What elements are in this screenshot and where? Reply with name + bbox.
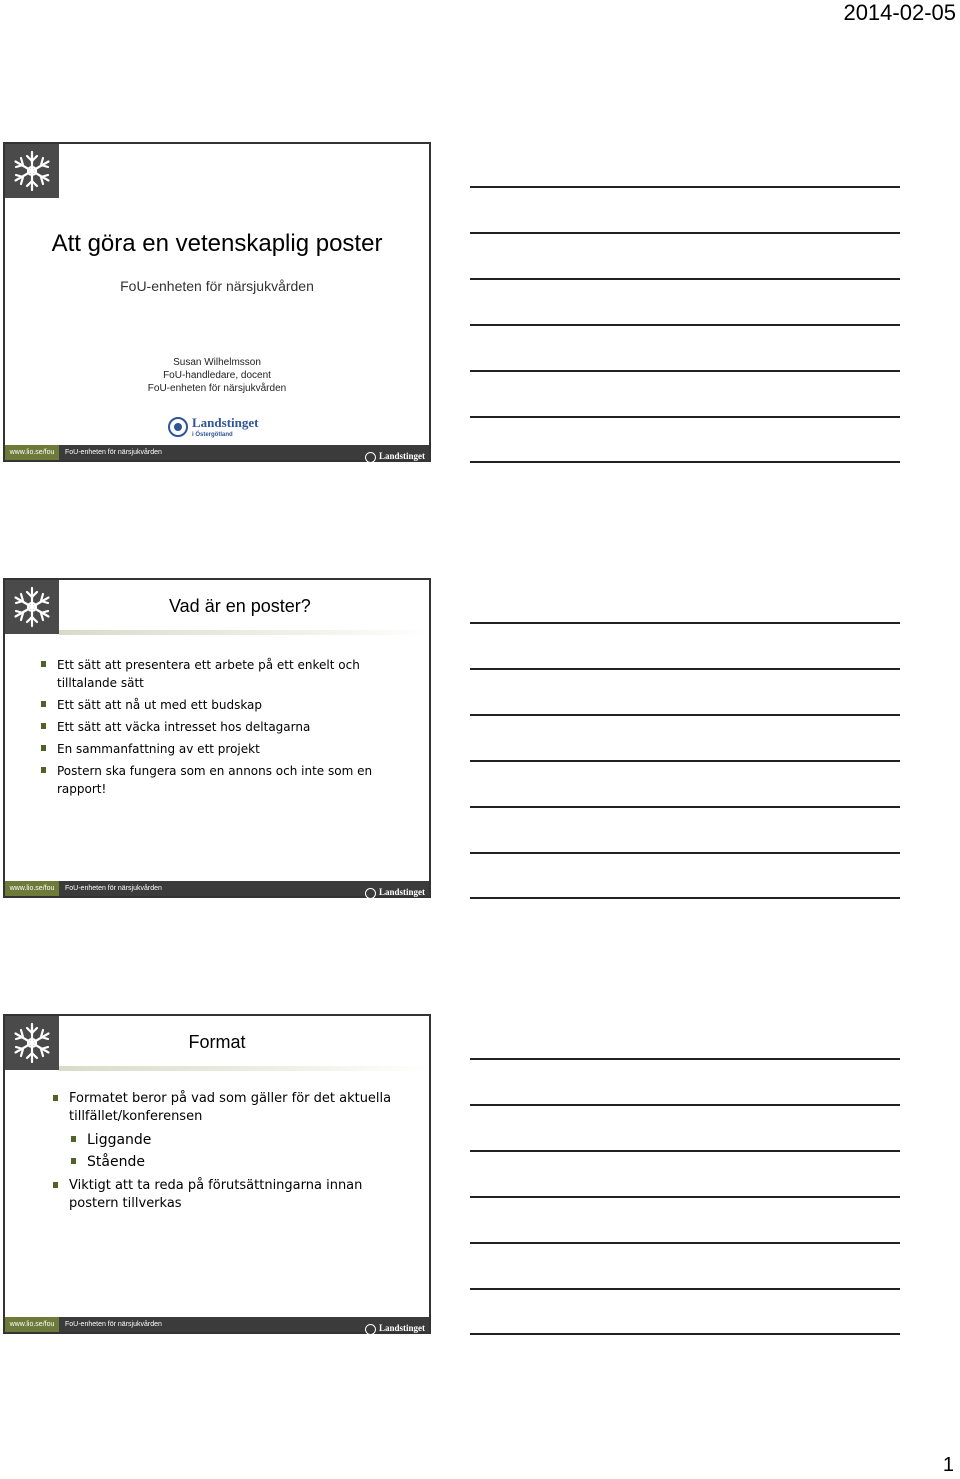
note-line [470, 461, 900, 463]
sub-list-item [71, 1129, 413, 1151]
slide-subtitle: FoU-enheten för närsjukvården [120, 278, 314, 294]
note-line [470, 370, 900, 372]
square-bullet-icon [71, 1136, 76, 1142]
note-line [470, 416, 900, 418]
footer-text: FoU-enheten för närsjukvården [65, 449, 162, 456]
organization-emblem-icon [168, 417, 188, 437]
note-line [470, 232, 900, 234]
sub-list-item-text: Liggande [87, 1132, 152, 1148]
footer-url: www.lio.se/fou [5, 445, 59, 460]
note-line [470, 622, 900, 624]
footer-brand [365, 446, 425, 468]
brand-emblem-icon [365, 1324, 376, 1335]
note-line [470, 324, 900, 326]
note-line [470, 1288, 900, 1290]
footer-url: www.lio.se/fou [5, 881, 59, 896]
note-line [470, 1150, 900, 1152]
bullet-list [53, 1090, 413, 1217]
list-item [41, 656, 411, 692]
square-bullet-icon [41, 661, 46, 667]
author-name: Susan Wilhelmsson [173, 357, 261, 368]
list-item-text: Ett sätt att nå ut med ett budskap [57, 698, 263, 712]
note-line [470, 1333, 900, 1335]
page-number: 1 [942, 1454, 954, 1476]
list-item [41, 740, 411, 758]
footer-brand-name: Landstinget [378, 451, 425, 461]
note-line [470, 1196, 900, 1198]
list-item-text: Formatet beror på vad som gäller för det aktuella tillfället/konferensen [69, 1091, 392, 1124]
square-bullet-icon [71, 1158, 76, 1164]
brand-emblem-icon [365, 888, 376, 899]
list-item [53, 1090, 413, 1173]
footer-brand-sub: i Östergötland [400, 1335, 425, 1340]
list-item [41, 696, 411, 714]
footer-brand-sub: i Östergötland [400, 463, 425, 468]
slide-2 [3, 578, 431, 904]
list-item-text: Ett sätt att väcka intresset hos deltagarna [57, 720, 311, 734]
footer-text: FoU-enheten för närsjukvården [65, 1321, 162, 1328]
author-unit: FoU-enheten för närsjukvården [147, 383, 287, 394]
bullet-list [41, 656, 411, 802]
list-item-text: Ett sätt att presentera ett arbete på ett enkelt och tilltalande sätt [57, 658, 360, 690]
slide-footer [5, 881, 429, 904]
square-bullet-icon [41, 701, 46, 707]
snowflake-logo-icon [5, 144, 59, 198]
header-band [59, 630, 429, 635]
organization-name: Landstinget [192, 415, 259, 430]
footer-brand [365, 1318, 425, 1340]
organization-region: i Östergötland [192, 432, 233, 438]
note-line [470, 806, 900, 808]
note-line [470, 1104, 900, 1106]
list-item [41, 762, 411, 798]
note-line [470, 668, 900, 670]
snowflake-logo-icon [5, 580, 59, 634]
square-bullet-icon [53, 1182, 58, 1188]
author-role: FoU-handledare, docent [163, 370, 271, 381]
sub-bullet-list [69, 1129, 413, 1173]
footer-brand-sub: i Östergötland [400, 899, 425, 904]
note-line [470, 1242, 900, 1244]
sub-list-item [71, 1151, 413, 1173]
slide-footer [5, 1317, 429, 1340]
brand-emblem-icon [365, 452, 376, 463]
note-line [470, 897, 900, 899]
footer-brand-name: Landstinget [378, 887, 425, 897]
note-line [470, 760, 900, 762]
slide-3 [3, 1014, 431, 1340]
list-item-text: En sammanfattning av ett projekt [57, 742, 260, 756]
note-line [470, 278, 900, 280]
list-item [41, 718, 411, 736]
list-item-text: Viktigt att ta reda på förutsättningarna innan postern tillverkas [69, 1178, 363, 1211]
sub-list-item-text: Stående [87, 1154, 145, 1170]
slide-title: Att göra en vetenskaplig poster [51, 230, 383, 257]
footer-brand-name: Landstinget [378, 1323, 425, 1333]
footer-brand [365, 882, 425, 904]
note-line [470, 1058, 900, 1060]
footer-text: FoU-enheten för närsjukvården [65, 885, 162, 892]
note-line [470, 852, 900, 854]
slide-title: Vad är en poster? [169, 596, 311, 616]
author-block [5, 356, 429, 395]
note-line [470, 186, 900, 188]
slide-title: Format [188, 1032, 246, 1052]
square-bullet-icon [41, 745, 46, 751]
note-line [470, 714, 900, 716]
slide-footer [5, 445, 429, 468]
square-bullet-icon [41, 767, 46, 773]
footer-url: www.lio.se/fou [5, 1317, 59, 1332]
square-bullet-icon [41, 723, 46, 729]
list-item-text: Postern ska fungera som en annons och inte som en rapport! [57, 764, 373, 796]
organization-logo [168, 414, 258, 439]
page-date: 2014-02-05 [843, 0, 956, 25]
list-item [53, 1177, 413, 1213]
slide-1 [3, 142, 431, 468]
header-band [59, 1066, 429, 1071]
square-bullet-icon [53, 1095, 58, 1101]
